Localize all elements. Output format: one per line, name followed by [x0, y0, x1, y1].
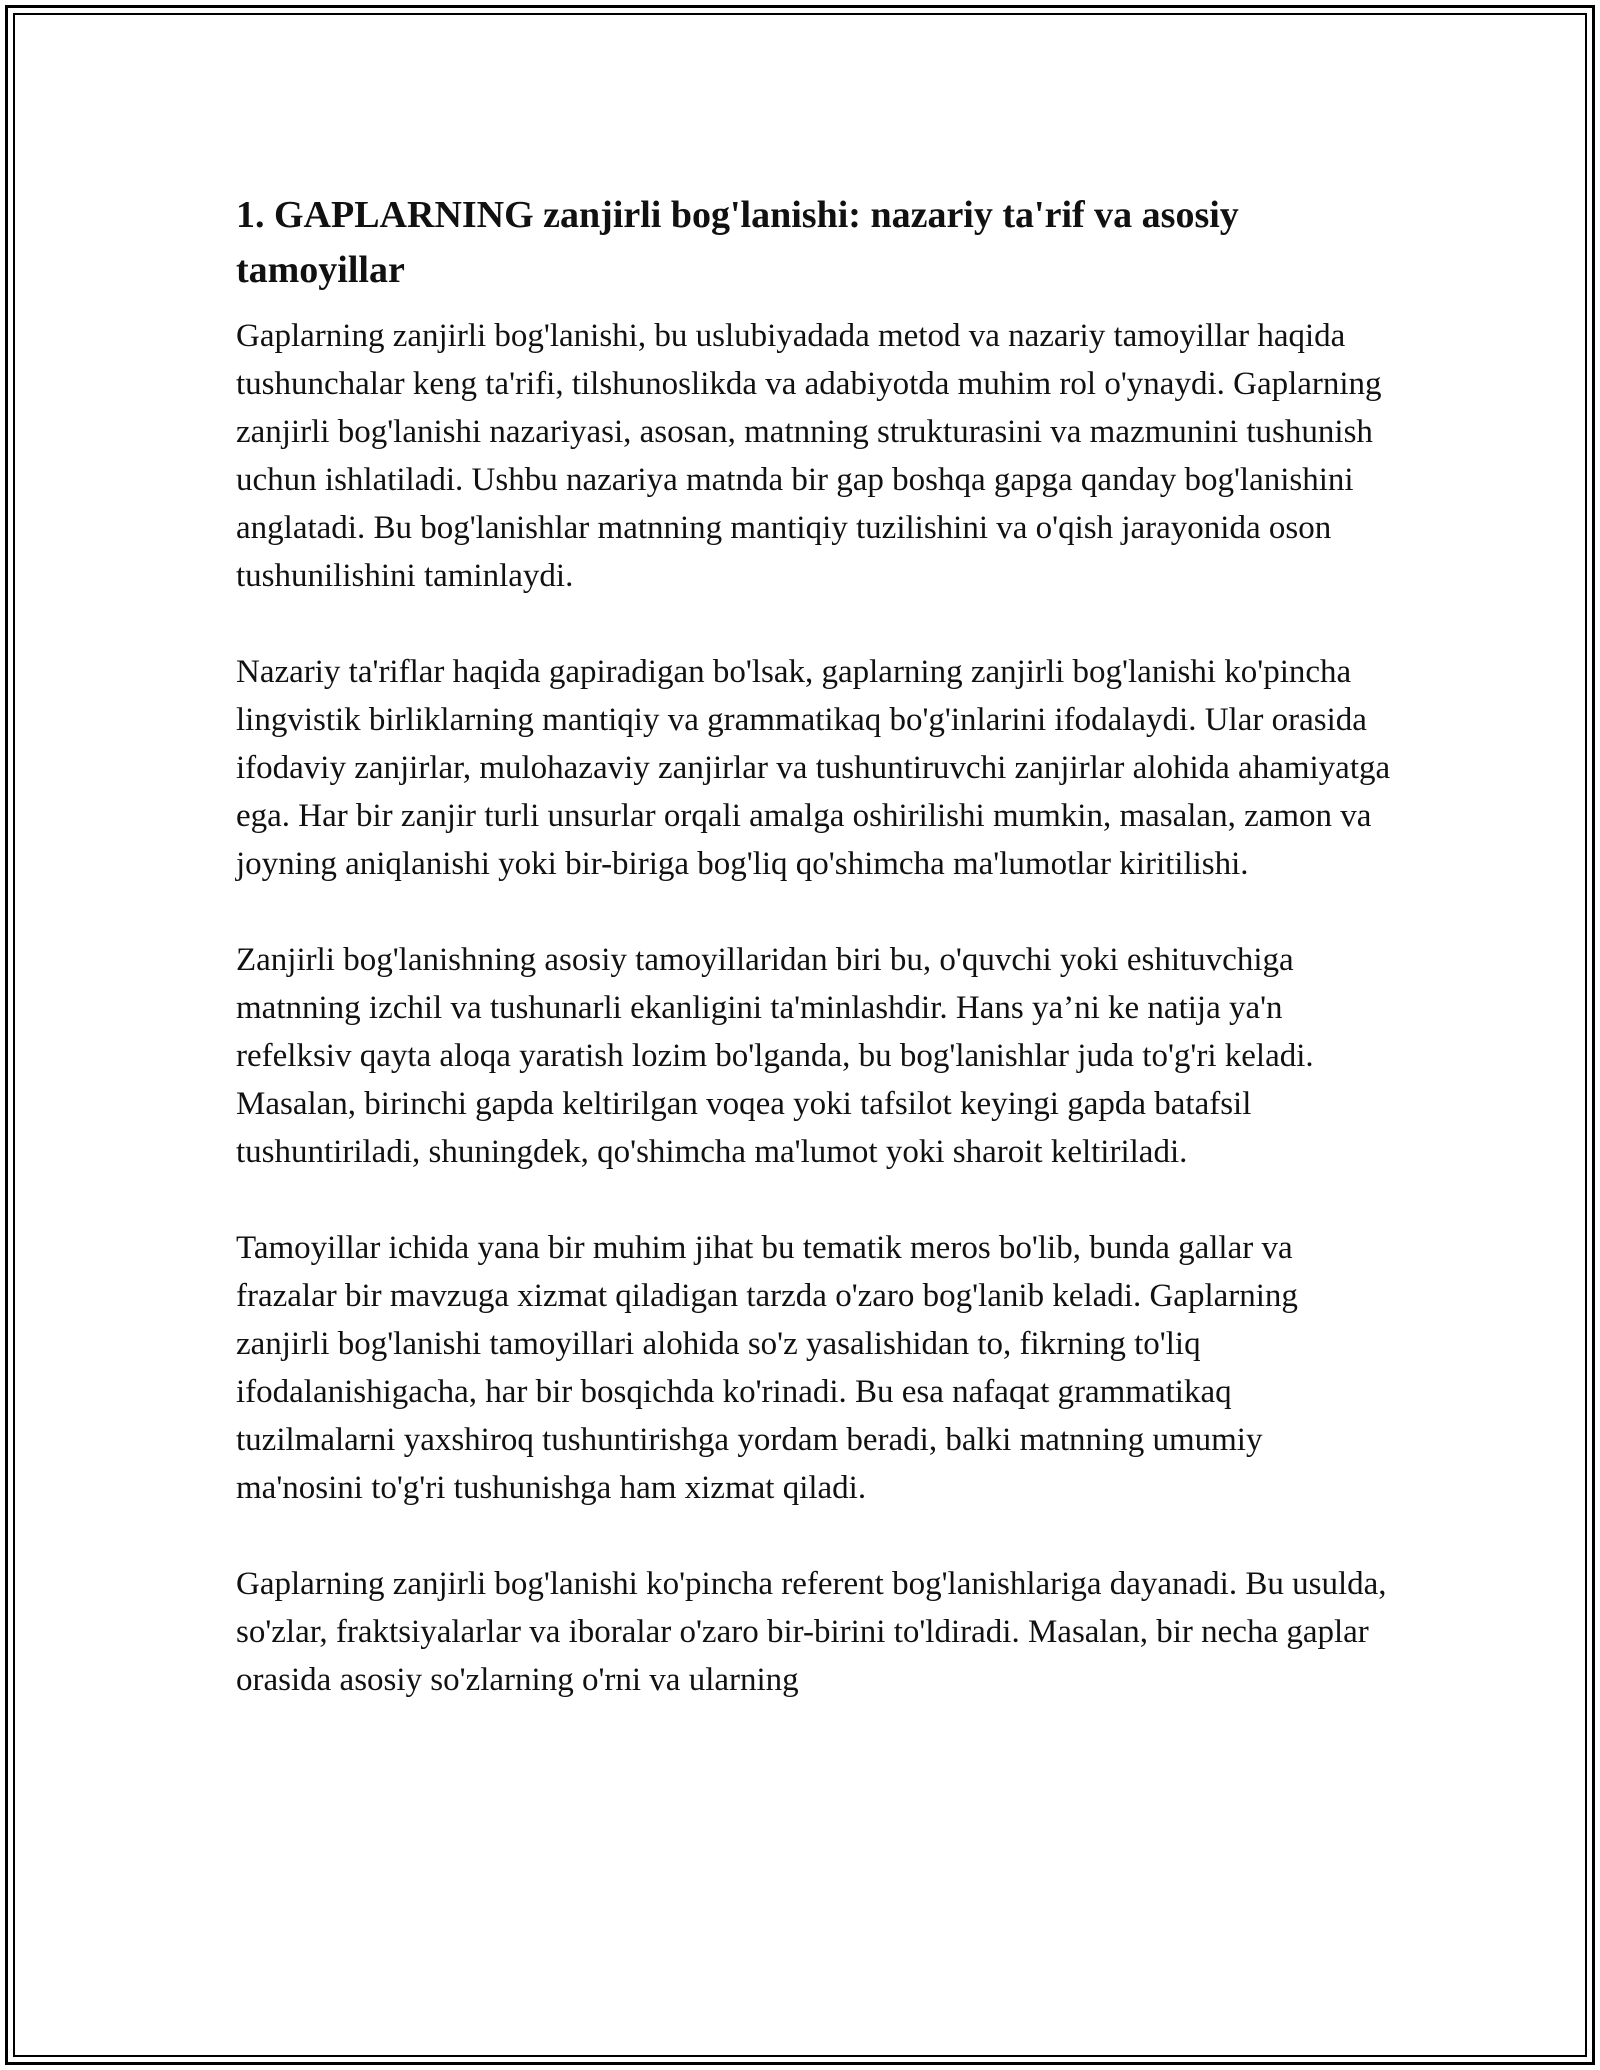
paragraph-2: Nazariy ta'riflar haqida gapiradigan bo'lsak, gaplarning zanjirli bog'lanishi ko'pincha lingvistik birliklarning mantiqiy va grammatikaq bo'g'inlarini ifodalaydi. Ular orasida ifodaviy zanjirlar, mulohazaviy zanjirlar va tushuntiruvchi zanjirlar alohida ahamiyatga ega. Har bir zanjir turli unsurlar orqali amalga oshirilishi mumkin, masalan, zamon va joyning aniqlanishi yoki bir-biriga bog'liq qo'shimcha ma'lumotlar kiritilishi.	[236, 654, 1391, 882]
document-body	[236, 188, 1396, 1704]
paragraph-1: Gaplarning zanjirli bog'lanishi, bu uslubiyadada metod va nazariy tamoyillar haqida tushunchalar keng ta'rifi, tilshunoslikda va adabiyotda muhim rol o'ynaydi. Gaplarning zanjirli bog'lanishi nazariyasi, asosan, matnning strukturasini va mazmunini tushunish uchun ishlatiladi. Ushbu nazariya matnda bir gap boshqa gapga qanday bog'lanishini anglatadi. Bu bog'lanishlar matnning mantiqiy tuzilishini va o'qish jarayonida oson tushunilishini taminlaydi.	[236, 318, 1382, 594]
paragraph-5: Gaplarning zanjirli bog'lanishi ko'pincha referent bog'lanishlariga dayanadi. Bu usulda, so'zlar, fraktsiyalarlar va iboralar o'zaro bir-birini to'ldiradi. Masalan, bir necha gaplar orasida asosiy so'zlarning o'rni va ularning	[236, 1566, 1387, 1698]
section-heading: 1. GAPLARNING zanjirli bog'lanishi: nazariy ta'rif va asosiy tamoyillar	[236, 194, 1239, 291]
paragraph-3: Zanjirli bog'lanishning asosiy tamoyillaridan biri bu, o'quvchi yoki eshituvchiga matnning izchil va tushunarli ekanligini ta'minlashdir. Hans ya’ni ke natija ya'n refelksiv qayta aloqa yaratish lozim bo'lganda, bu bog'lanishlar juda to'g'ri keladi. Masalan, birinchi gapda keltirilgan voqea yoki tafsilot keyingi gapda batafsil tushuntiriladi, shuningdek, qo'shimcha ma'lumot yoki sharoit keltiriladi.	[236, 942, 1314, 1170]
paragraph-4: Tamoyillar ichida yana bir muhim jihat bu tematik meros bo'lib, bunda gallar va frazalar bir mavzuga xizmat qiladigan tarzda o'zaro bog'lanib keladi. Gaplarning zanjirli bog'lanishi tamoyillari alohida so'z yasalishidan to, fikrning to'liq ifodalanishigacha, har bir bosqichda ko'rinadi. Bu esa nafaqat grammatikaq tuzilmalarni yaxshiroq tushuntirishga yordam beradi, balki matnning umumiy ma'nosini to'g'ri tushunishga ham xizmat qiladi.	[236, 1230, 1298, 1506]
